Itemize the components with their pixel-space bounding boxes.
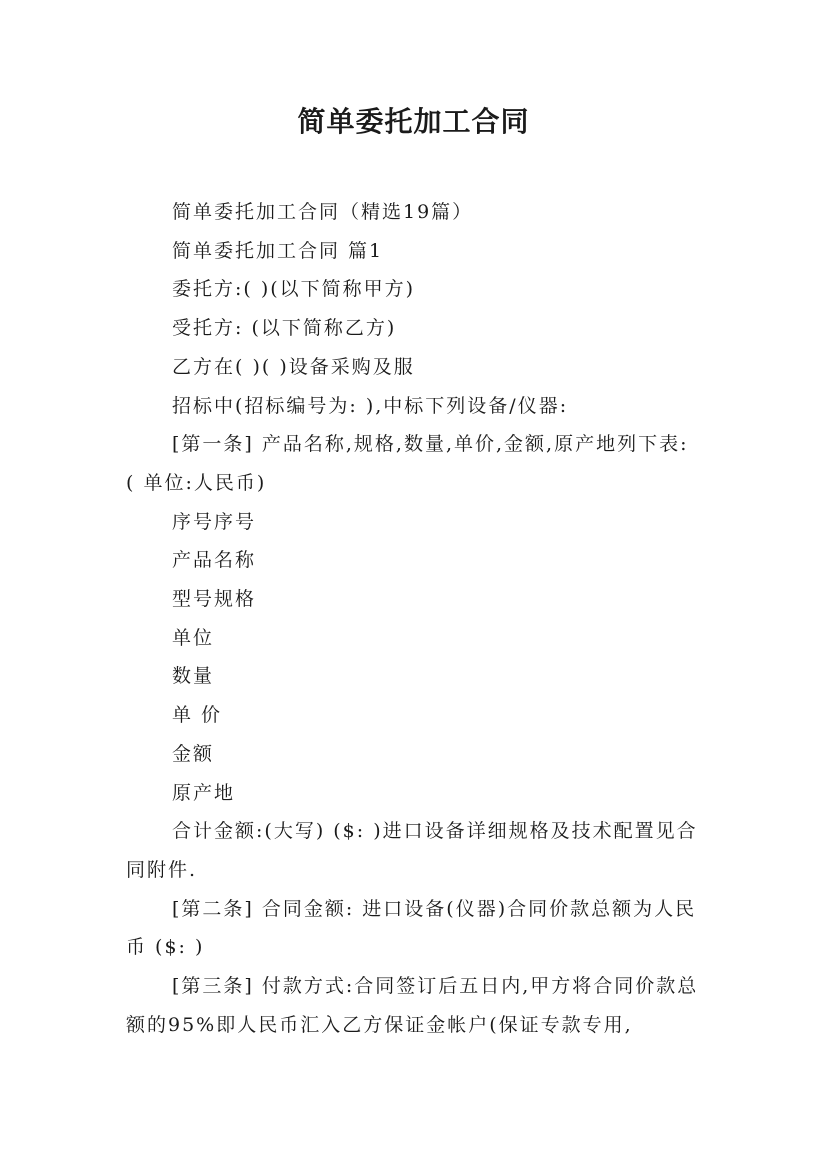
paragraph: 委托方:( )(以下简称甲方) bbox=[172, 278, 416, 301]
paragraph: [第二条] 合同金额: 进口设备(仪器)合同价款总额为人民币 ($: ) bbox=[126, 897, 697, 959]
paragraph: 金额 bbox=[172, 742, 215, 765]
paragraph: 简单委托加工合同（精选19篇） bbox=[172, 201, 474, 223]
paragraph: 受托方: (以下简称乙方) bbox=[172, 317, 397, 340]
paragraph: 原产地 bbox=[172, 781, 236, 804]
paragraph: 单位 bbox=[172, 626, 215, 649]
paragraph: 乙方在( )( )设备采购及服 bbox=[172, 355, 415, 378]
paragraph: [第一条] 产品名称,规格,数量,单价,金额,原产地列下表: ( 单位:人民币) bbox=[126, 433, 689, 494]
paragraph: 序号序号 bbox=[172, 510, 257, 533]
paragraph: 合计金额:(大写) ($: )进口设备详细规格及技术配置见合同附件. bbox=[126, 820, 698, 881]
paragraph: 招标中(招标编号为: ),中标下列设备/仪器: bbox=[172, 394, 569, 417]
paragraph: 产品名称 bbox=[172, 549, 257, 572]
document-title: 简单委托加工合同 bbox=[297, 105, 530, 138]
paragraph: 数量 bbox=[172, 665, 215, 688]
paragraph: 单 价 bbox=[172, 704, 223, 727]
paragraph: 型号规格 bbox=[172, 588, 257, 611]
paragraph: 简单委托加工合同 篇1 bbox=[172, 239, 384, 262]
document-body bbox=[126, 193, 702, 1044]
paragraph: [第三条] 付款方式:合同签订后五日内,甲方将合同价款总额的95%即人民币汇入乙方保证金帐户(保证专款专用, bbox=[126, 975, 699, 1036]
